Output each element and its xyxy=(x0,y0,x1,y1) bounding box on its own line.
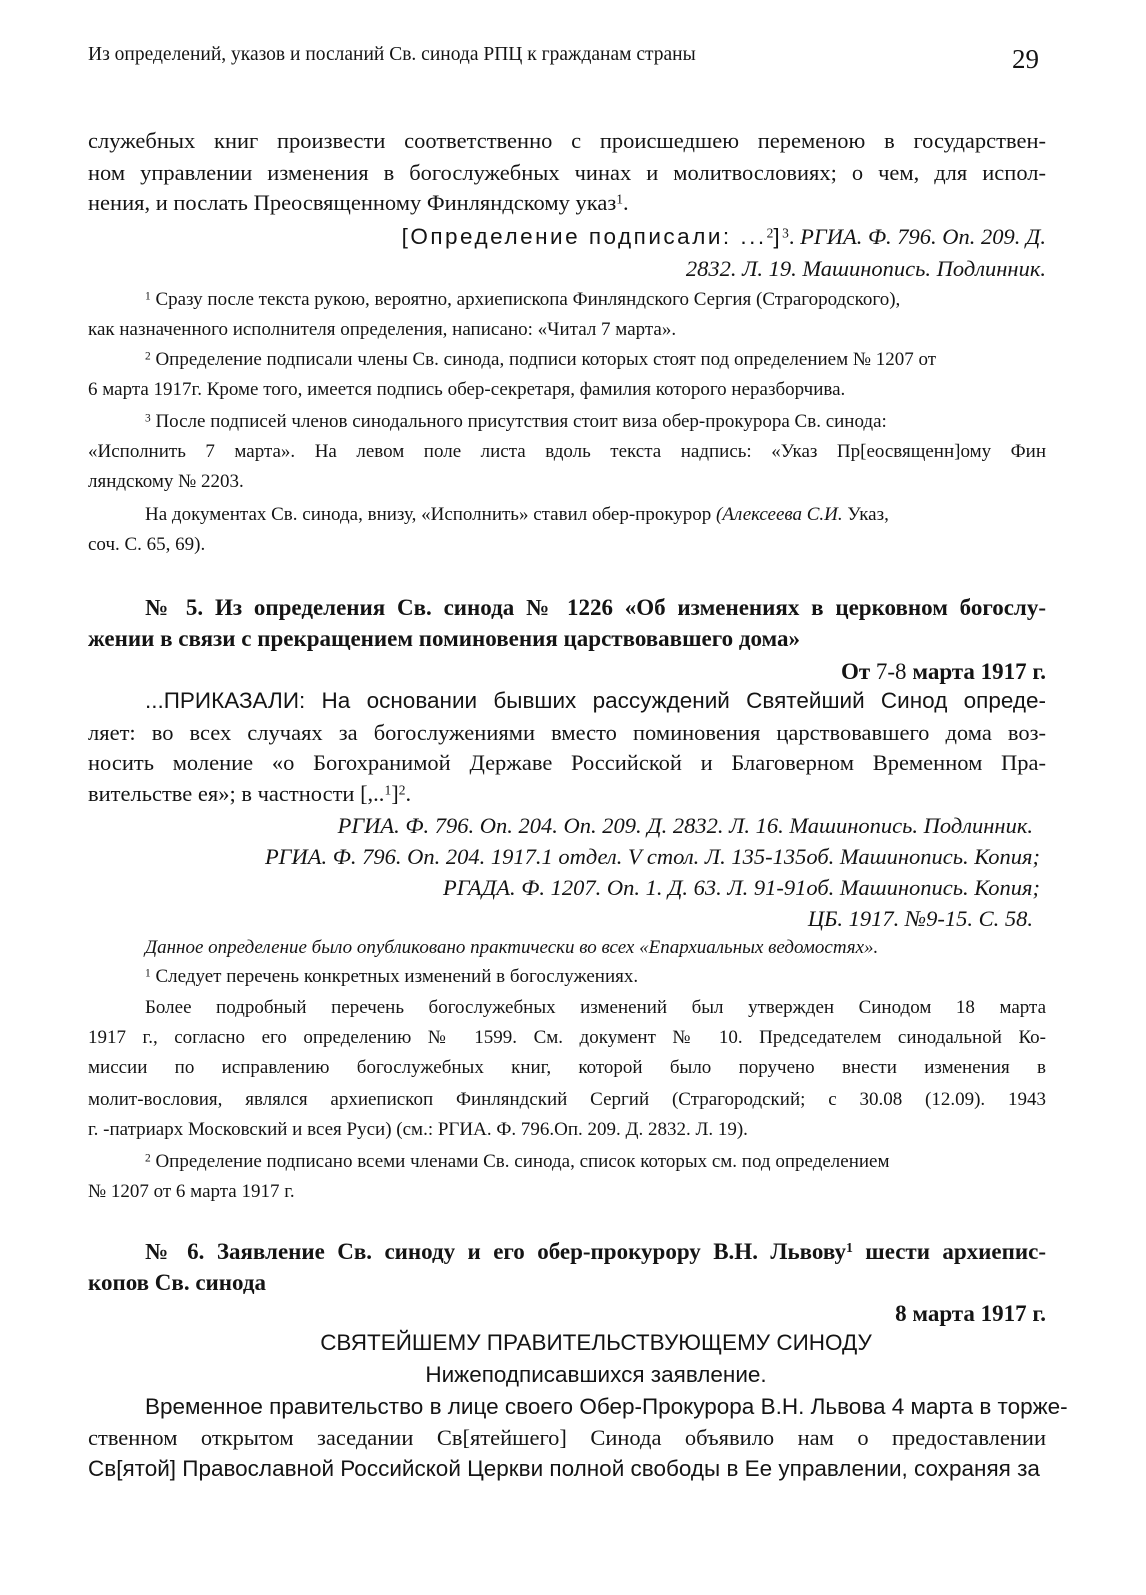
commentary-line: г. -патриарх Московский и всея Руси) (см.: РГИА. Ф. 796.Оп. 209. Д. 2832. Л. 19). xyxy=(88,1119,748,1140)
addressee: СВЯТЕЙШЕМУ ПРАВИТЕЛЬСТВУЮЩЕМУ СИНОДУ xyxy=(320,1330,872,1355)
archive-reference: РГАДА. Ф. 1207. Оп. 1. Д. 63. Л. 91-91об. Машинопись. Копия; xyxy=(443,875,1040,900)
body-line: ном управлении изменения в богослужебных чинах и молитвословиях; о чем, для испол- xyxy=(88,160,1046,185)
archive-reference: ЦБ. 1917. №9-15. С. 58. xyxy=(807,906,1033,931)
commentary-line: миссии по исправлению богослужебных книг, которой было поручено внести изменения в xyxy=(88,1057,1046,1078)
signature-note: [Определение подписали: ...$^2$]$^3$. РГИА. Ф. 796. Оп. 209. Д. xyxy=(401,224,1046,249)
publication-note: Данное определение было опубликовано практически во всех «Епархиальных ведомостях». xyxy=(145,937,879,958)
footnote-3: $^3$ После подписей членов синодального присутствия стоит виза обер-прокурора Св. синода: xyxy=(145,411,887,432)
footnote-2-cont: № 1207 от 6 марта 1917 г. xyxy=(88,1181,295,1202)
footnote-3-cont: ляндскому № 2203. xyxy=(88,471,244,492)
document-6-date: 8 марта 1917 г. xyxy=(895,1301,1046,1326)
document-subtitle: Нижеподписавшихся заявление. xyxy=(425,1362,767,1387)
commentary-line: 1917 г., согласно его определению № 1599. См. документ № 10. Председателем синодальной Ко- xyxy=(88,1027,1046,1048)
running-title: Из определений, указов и посланий Св. синода РПЦ к гражданам страны xyxy=(88,44,696,65)
document-5-title: № 5. Из определения Св. синода № 1226 «Об изменениях в церковном богослу- xyxy=(145,595,1046,620)
footnote-1-cont: как назначенного исполнителя определения, написано: «Читал 7 марта». xyxy=(88,319,677,340)
footnote-3-cont: «Исполнить 7 марта». На левом поле листа вдоль текста надпись: «Указ Пр[еосвященн]ому Фин xyxy=(88,441,1046,462)
archive-reference: РГИА. Ф. 796. Оп. 204. Оп. 209. Д. 2832. Л. 16. Машинопись. Подлинник. xyxy=(337,813,1033,838)
document-5-date: От 7-8 марта 1917 г. xyxy=(840,659,1046,684)
commentary-line: молит-вословия, являлся архиепископ Финляндский Сергий (Страгородский; с 30.08 (12.09). 1943 xyxy=(88,1089,1046,1110)
commentary-line: Более подробный перечень богослужебных изменений был утвержден Синодом 18 марта xyxy=(145,997,1046,1018)
body-line: ...ПРИКАЗАЛИ: На основании бывших рассуждений Святейший Синод опреде- xyxy=(145,688,1046,713)
document-6-title: № 6. Заявление Св. синоду и его обер-прокурору В.Н. Львову$^1$ шести архиепис- xyxy=(145,1239,1046,1264)
body-line: Св[ятой] Православной Российской Церкви полной свободы в Ее управлении, сохраняя за xyxy=(88,1456,1040,1481)
archive-reference: РГИА. Ф. 796. Оп. 204. 1917.1 отдел. V стол. Л. 135-135об. Машинопись. Копия; xyxy=(264,844,1040,869)
footnote-1: $^1$ Следует перечень конкретных изменений в богослужениях. xyxy=(145,966,639,987)
body-line: носить моление «о Богохранимой Державе Российской и Благоверном Временном Пра- xyxy=(88,750,1046,775)
body-line: служебных книг произвести соответственно с происшедшею переменою в государствен- xyxy=(88,128,1046,153)
document-6-title-cont: копов Св. синода xyxy=(88,1270,267,1295)
body-line: ляет: во всех случаях за богослужениями вместо поминовения царствовавшего дома воз- xyxy=(88,720,1046,745)
archive-reference: 2832. Л. 19. Машинопись. Подлинник. xyxy=(685,256,1046,281)
page-number: 29 xyxy=(1012,44,1039,74)
footnote-1: $^1$ Сразу после текста рукою, вероятно, архиепископа Финляндского Сергия (Страгородского), xyxy=(145,289,901,310)
body-line: нения, и послать Преосвященному Финляндскому указ$^1$. xyxy=(88,190,629,215)
body-line: ственном открытом заседании Св[ятейшего] Синода объявило нам о предоставлении xyxy=(88,1425,1046,1450)
document-5-title-cont: жении в связи с прекращением поминовения царствовавшего дома» xyxy=(88,626,801,651)
footnote-2-cont: 6 марта 1917г. Кроме того, имеется подпись обер-секретаря, фамилия которого неразборчива. xyxy=(88,379,846,400)
commentary-line: На документах Св. синода, внизу, «Исполнить» ставил обер-прокурор (Алексеева С.И. Указ, xyxy=(145,504,889,525)
footnote-2: $^2$ Определение подписано всеми членами Св. синода, список которых см. под определением xyxy=(145,1151,890,1172)
commentary-line: соч. С. 65, 69). xyxy=(88,534,206,555)
body-line: вительстве ея»; в частности $[,..^1]^2$. xyxy=(88,781,412,806)
body-line: Временное правительство в лице своего Обер-Прокурора В.Н. Львова 4 марта в торже- xyxy=(145,1394,1068,1419)
footnote-2: $^2$ Определение подписали члены Св. синода, подписи которых стоят под определением № 1207 от xyxy=(145,349,937,370)
